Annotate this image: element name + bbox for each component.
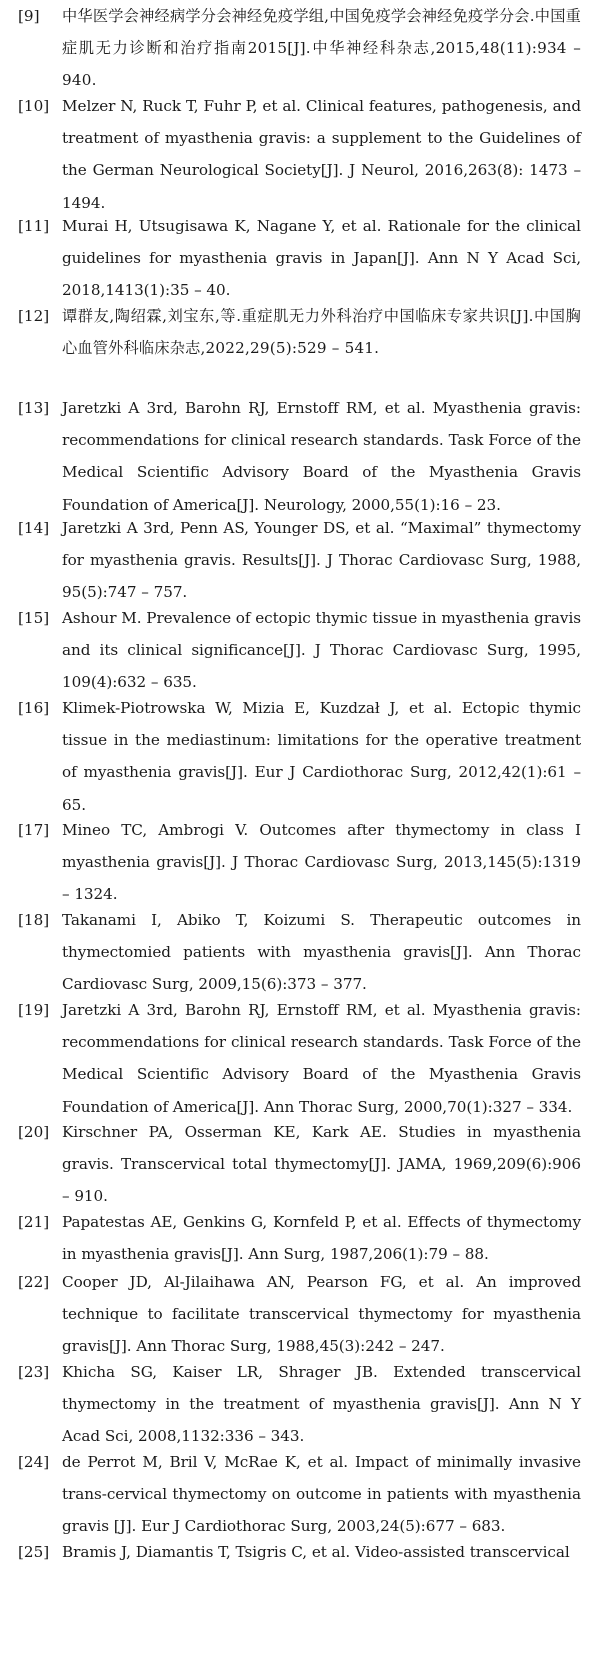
- reference-number: [23]: [18, 1363, 50, 1381]
- reference-number: [15]: [18, 609, 50, 627]
- reference-item-16: [0, 692, 581, 821]
- reference-item-17: [0, 814, 581, 911]
- reference-item-13: [0, 392, 581, 521]
- reference-text: 中华医学会神经病学分会神经免疫学组,中国免疫学会神经免疫学分会.中国重症肌无力诊断和治疗指南2015[J].中华神经科杂志,2015,48(11):934 – 940.: [62, 7, 581, 90]
- reference-text: Cooper JD, Al-Jilaihawa AN, Pearson FG, et al. An improved technique to facilitate transcervical thymectomy for myasthenia gravis[J]. Ann Thorac Surg, 1988,45(3):242 – 247.: [62, 1273, 581, 1356]
- reference-number: [9]: [18, 7, 40, 25]
- reference-item-23: [0, 1356, 581, 1453]
- reference-item-15: [0, 602, 581, 699]
- reference-text: Klimek-Piotrowska W, Mizia E, Kuzdzał J, et al. Ectopic thymic tissue in the mediastinum: limitations for the operative treatment of myasthenia gravis[J]. Eur J Cardiothorac Surg, 2012,42(1):61 – 65.: [62, 699, 581, 814]
- reference-number: [17]: [18, 821, 50, 839]
- reference-number: [12]: [18, 307, 50, 325]
- reference-number: [10]: [18, 97, 50, 115]
- reference-item-14: [0, 512, 581, 609]
- reference-number: [18]: [18, 911, 50, 929]
- reference-number: [16]: [18, 699, 50, 717]
- reference-text: de Perrot M, Bril V, McRae K, et al. Impact of minimally invasive trans-cervical thymectomy on outcome in patients with myasthenia gravis [J]. Eur J Cardiothorac Surg, 2003,24(5):677 – 683.: [62, 1453, 581, 1536]
- reference-text: Papatestas AE, Genkins G, Kornfeld P, et al. Effects of thymectomy in myasthenia gravis[J]. Ann Surg, 1987,206(1):79 – 88.: [62, 1213, 581, 1264]
- reference-item-25: [0, 1536, 581, 1568]
- reference-item-9: [0, 0, 581, 97]
- reference-number: [11]: [18, 217, 50, 235]
- reference-item-22: [0, 1266, 581, 1363]
- reference-number: [13]: [18, 399, 50, 417]
- reference-text: 谭群友,陶绍霖,刘宝东,等.重症肌无力外科治疗中国临床专家共识[J].中国胸心血管外科临床杂志,2022,29(5):529 – 541.: [62, 307, 581, 358]
- reference-text: Melzer N, Ruck T, Fuhr P, et al. Clinical features, pathogenesis, and treatment of myasthenia gravis: a supplement to the Guidelines of the German Neurological Society[J]. J Neurol, 2016,263(8): 1473 – 1494.: [62, 97, 581, 212]
- reference-text: Bramis J, Diamantis T, Tsigris C, et al. Video-assisted transcervical: [62, 1543, 570, 1561]
- reference-item-24: [0, 1446, 581, 1543]
- reference-item-12: [0, 300, 581, 364]
- reference-text: Jaretzki A 3rd, Penn AS, Younger DS, et al. “Maximal” thymectomy for myasthenia gravis. Results[J]. J Thorac Cardiovasc Surg, 1988, 95(5):747 – 757.: [62, 519, 581, 602]
- reference-item-21: [0, 1206, 581, 1270]
- reference-text: Ashour M. Prevalence of ectopic thymic tissue in myasthenia gravis and its clinical significance[J]. J Thorac Cardiovasc Surg, 1995, 109(4):632 – 635.: [62, 609, 581, 692]
- reference-number: [25]: [18, 1543, 50, 1561]
- reference-number: [24]: [18, 1453, 50, 1471]
- reference-item-11: [0, 210, 581, 307]
- reference-text: Khicha SG, Kaiser LR, Shrager JB. Extended transcervical thymectomy in the treatment of myasthenia gravis[J]. Ann N Y Acad Sci, 2008,1132:336 – 343.: [62, 1363, 581, 1446]
- reference-item-20: [0, 1116, 581, 1213]
- reference-number: [14]: [18, 519, 50, 537]
- reference-text: Kirschner PA, Osserman KE, Kark AE. Studies in myasthenia gravis. Transcervical total thymectomy[J]. JAMA, 1969,209(6):906 – 910.: [62, 1123, 581, 1206]
- reference-number: [22]: [18, 1273, 50, 1291]
- reference-item-19: [0, 994, 581, 1123]
- reference-text: Jaretzki A 3rd, Barohn RJ, Ernstoff RM, et al. Myasthenia gravis: recommendations for clinical research standards. Task Force of the Medical Scientific Advisory Board of the Myasthenia Gravis Foundation of America[J]. Ann Thorac Surg, 2000,70(1):327 – 334.: [62, 1001, 581, 1116]
- reference-number: [20]: [18, 1123, 50, 1141]
- reference-item-18: [0, 904, 581, 1001]
- reference-text: Mineo TC, Ambrogi V. Outcomes after thymectomy in class Ⅰ myasthenia gravis[J]. J Thorac Cardiovasc Surg, 2013,145(5):1319 – 1324.: [62, 821, 581, 904]
- reference-number: [19]: [18, 1001, 50, 1019]
- reference-text: Murai H, Utsugisawa K, Nagane Y, et al. Rationale for the clinical guidelines for myasthenia gravis in Japan[J]. Ann N Y Acad Sci, 2018,1413(1):35 – 40.: [62, 217, 581, 300]
- reference-text: Takanami I, Abiko T, Koizumi S. Therapeutic outcomes in thymectomied patients with myasthenia gravis[J]. Ann Thorac Cardiovasc Surg, 2009,15(6):373 – 377.: [62, 911, 581, 994]
- reference-text: Jaretzki A 3rd, Barohn RJ, Ernstoff RM, et al. Myasthenia gravis: recommendations for clinical research standards. Task Force of the Medical Scientific Advisory Board of the Myasthenia Gravis Foundation of America[J]. Neurology, 2000,55(1):16 – 23.: [62, 399, 581, 514]
- reference-item-10: [0, 90, 581, 219]
- reference-number: [21]: [18, 1213, 50, 1231]
